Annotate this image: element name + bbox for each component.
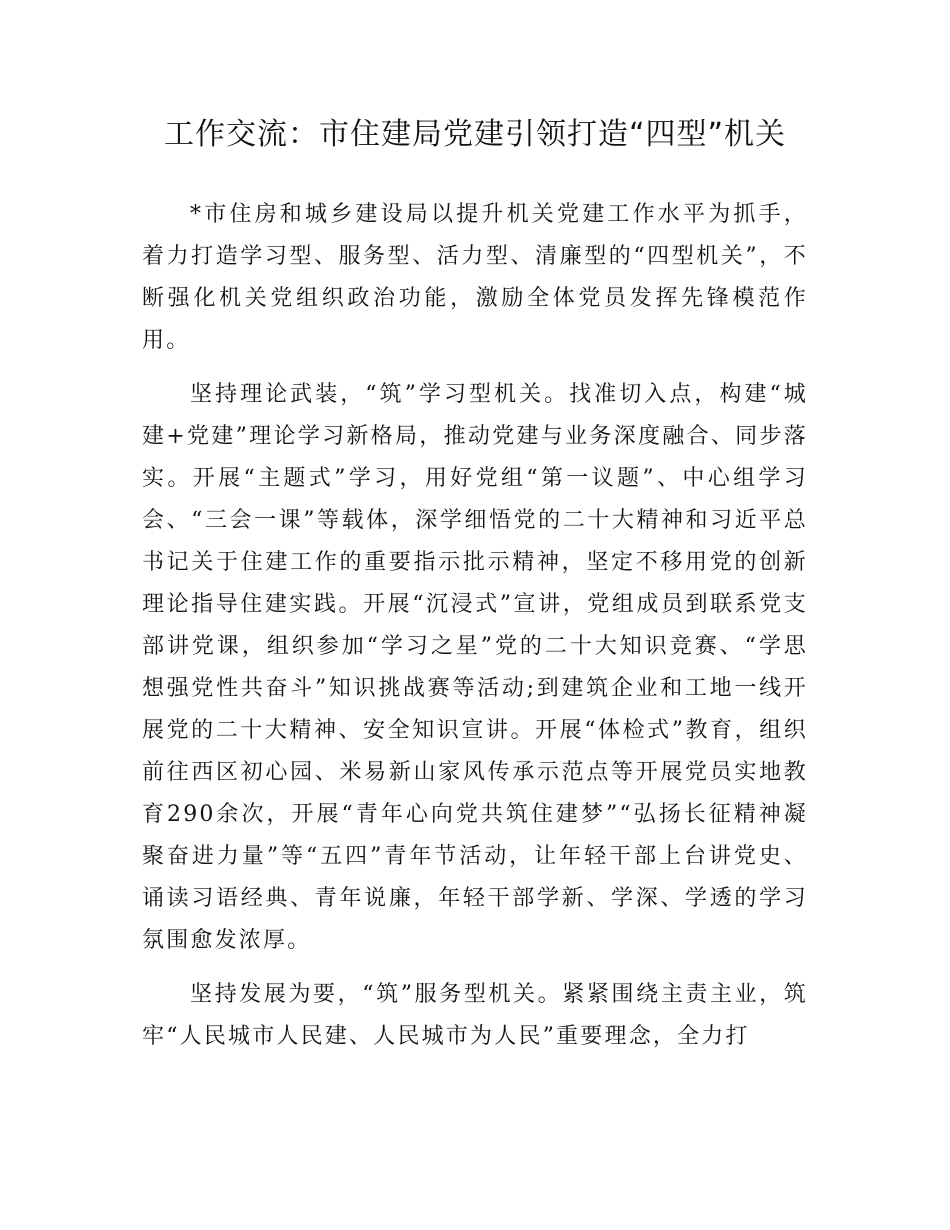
paragraph-service-organ: 坚持发展为要，“筑”服务型机关。紧紧围绕主责主业，筑牢“人民城市人民建、人民城市为人民”重要理念，全力打 [142,982,808,1049]
paragraph-intro: *市住房和城乡建设局以提升机关党建工作水平为抓手，着力打造学习型、服务型、活力型、清廉型的“四型机关”，不断强化机关党组织政治功能，激励全体党员发挥先锋模范作用。 [142,202,808,353]
paragraph-learning-organ: 坚持理论武装，“筑”学习型机关。找准切入点，构建“城建+党建”理论学习新格局，推动党建与业务深度融合、同步落实。开展“主题式”学习，用好党组“第一议题”、中心组学习会、“三会一课”等载体，深学细悟党的二十大精神和习近平总书记关于住建工作的重要指示批示精神，坚定不移用党的创新理论指导住建实践。开展“沉浸式”宣讲，党组成员到联系党支部讲党课，组织参加“学习之星”党的二十大知识竞赛、“学思想强党性共奋斗”知识挑战赛等活动;到建筑企业和工地一线开展党的二十大精神、安全知识宣讲。开展“体检式”教育，组织前往西区初心园、米易新山家风传承示范点等开展党员实地教育290余次，开展“青年心向党共筑住建梦”“弘扬长征精神凝聚奋进力量”等“五四”青年节活动，让年轻干部上台讲党史、诵读习语经典、青年说廉，年轻干部学新、学深、学透的学习氛围愈发浓厚。 [142,382,808,953]
document-body [142,194,808,1058]
document-title: 工作交流：市住建局党建引领打造“四型”机关 [163,117,787,152]
